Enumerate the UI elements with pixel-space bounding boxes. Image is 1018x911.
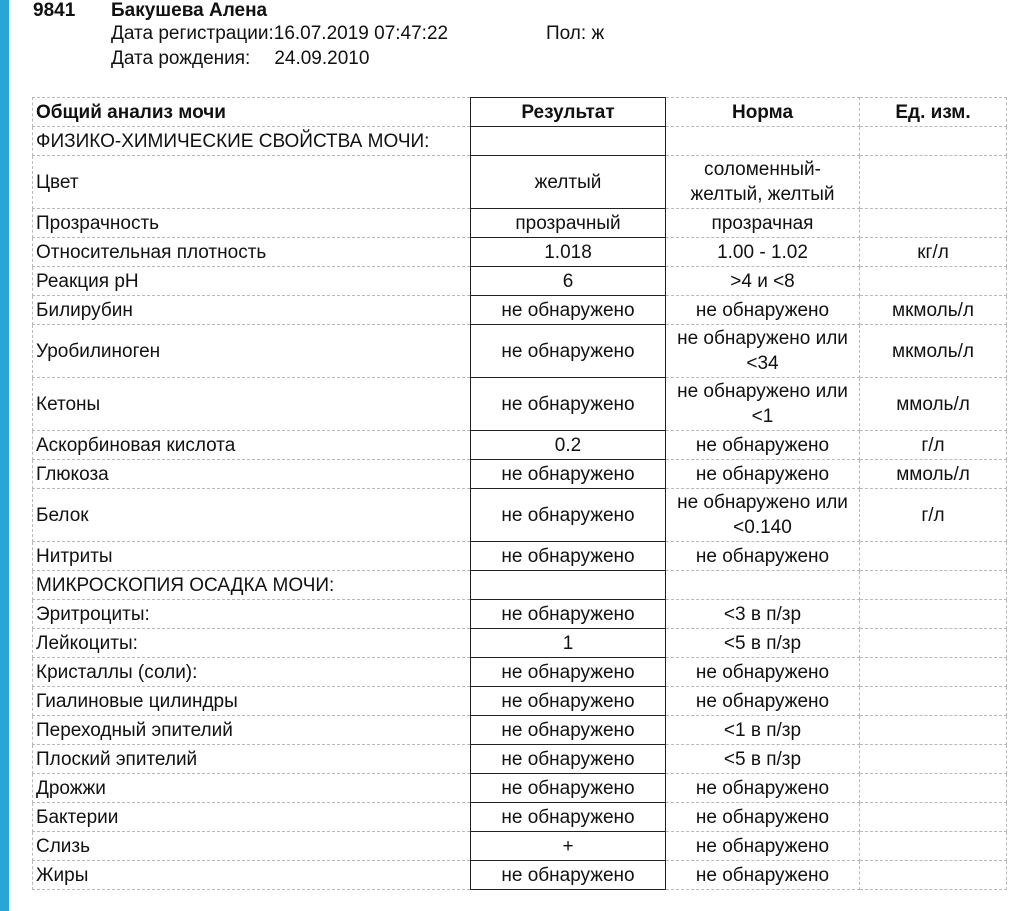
result-cell: 1 xyxy=(471,629,666,658)
unit-cell xyxy=(860,658,1007,687)
test-name-cell: Эритроциты: xyxy=(33,600,471,629)
table-row xyxy=(33,861,1007,890)
table-row xyxy=(33,687,1007,716)
unit-cell xyxy=(860,542,1007,571)
unit-cell xyxy=(860,571,1007,600)
urinalysis-table xyxy=(32,97,1007,890)
norm-cell: <3 в п/зр xyxy=(666,600,860,629)
norm-cell xyxy=(666,571,860,600)
result-cell: 0.2 xyxy=(471,431,666,460)
result-cell: желтый xyxy=(471,156,666,209)
norm-cell: не обнаружено xyxy=(666,460,860,489)
norm-cell xyxy=(666,127,860,156)
unit-cell: г/л xyxy=(860,489,1007,542)
test-name-cell: Дрожжи xyxy=(33,774,471,803)
header-unit: Ед. изм. xyxy=(860,98,1007,127)
result-cell: не обнаружено xyxy=(471,803,666,832)
test-name-cell: Уробилиноген xyxy=(33,325,471,378)
test-name-cell: Относительная плотность xyxy=(33,238,471,267)
section-header-row xyxy=(33,571,1007,600)
birth-date-label: Дата рождения: xyxy=(111,48,251,69)
norm-cell: не обнаружено или <34 xyxy=(666,325,860,378)
birth-date-value: 24.09.2010 xyxy=(274,48,370,69)
table-row xyxy=(33,803,1007,832)
unit-cell xyxy=(860,267,1007,296)
table-row xyxy=(33,156,1007,209)
unit-cell xyxy=(860,600,1007,629)
table-row xyxy=(33,542,1007,571)
unit-cell: ммоль/л xyxy=(860,460,1007,489)
table-row xyxy=(33,774,1007,803)
table-row xyxy=(33,378,1007,431)
norm-cell: <5 в п/зр xyxy=(666,629,860,658)
table-body xyxy=(33,127,1007,890)
unit-cell: мкмоль/л xyxy=(860,296,1007,325)
unit-cell: кг/л xyxy=(860,238,1007,267)
sex-label: Пол: xyxy=(546,23,587,44)
unit-cell xyxy=(860,745,1007,774)
result-cell: не обнаружено xyxy=(471,745,666,774)
norm-cell: не обнаружено xyxy=(666,774,860,803)
result-cell: не обнаружено xyxy=(471,542,666,571)
unit-cell xyxy=(860,687,1007,716)
result-cell: 6 xyxy=(471,267,666,296)
table-row xyxy=(33,716,1007,745)
test-name-cell: Белок xyxy=(33,489,471,542)
table-row xyxy=(33,325,1007,378)
table-row xyxy=(33,658,1007,687)
table-row xyxy=(33,431,1007,460)
header-norm: Норма xyxy=(666,98,860,127)
registration-label: Дата регистрации: xyxy=(111,23,274,44)
unit-cell: г/л xyxy=(860,431,1007,460)
table-header-row xyxy=(33,98,1007,127)
test-name-cell: МИКРОСКОПИЯ ОСАДКА МОЧИ: xyxy=(33,571,471,600)
table-row xyxy=(33,209,1007,238)
unit-cell xyxy=(860,803,1007,832)
registration-value: 16.07.2019 07:47:22 xyxy=(273,23,449,44)
norm-cell: не обнаружено xyxy=(666,803,860,832)
patient-sex xyxy=(546,23,604,45)
result-cell: не обнаружено xyxy=(471,716,666,745)
unit-cell xyxy=(860,209,1007,238)
test-name-cell: Переходный эпителий xyxy=(33,716,471,745)
header-result: Результат xyxy=(471,98,666,127)
result-cell: не обнаружено xyxy=(471,325,666,378)
test-name-cell: Билирубин xyxy=(33,296,471,325)
norm-cell: не обнаружено xyxy=(666,542,860,571)
result-cell: прозрачный xyxy=(471,209,666,238)
result-cell: не обнаружено xyxy=(471,296,666,325)
table-row xyxy=(33,600,1007,629)
norm-cell: <5 в п/зр xyxy=(666,745,860,774)
result-cell xyxy=(471,127,666,156)
norm-cell: >4 и <8 xyxy=(666,267,860,296)
norm-cell: не обнаружено xyxy=(666,296,860,325)
table-row xyxy=(33,267,1007,296)
unit-cell xyxy=(860,832,1007,861)
unit-cell: мкмоль/л xyxy=(860,325,1007,378)
unit-cell: ммоль/л xyxy=(860,378,1007,431)
header-test-name: Общий анализ мочи xyxy=(33,98,471,127)
test-name-cell: Нитриты xyxy=(33,542,471,571)
result-cell: не обнаружено xyxy=(471,600,666,629)
unit-cell xyxy=(860,156,1007,209)
unit-cell xyxy=(860,629,1007,658)
norm-cell: соломенный-желтый, желтый xyxy=(666,156,860,209)
patient-id: 9841 xyxy=(33,0,76,21)
norm-cell: не обнаружено xyxy=(666,431,860,460)
test-name-cell: Прозрачность xyxy=(33,209,471,238)
result-cell: не обнаружено xyxy=(471,378,666,431)
norm-cell: <1 в п/зр xyxy=(666,716,860,745)
test-name-cell: Глюкоза xyxy=(33,460,471,489)
test-name-cell: Кетоны xyxy=(33,378,471,431)
table-row xyxy=(33,460,1007,489)
norm-cell: 1.00 - 1.02 xyxy=(666,238,860,267)
birth-date xyxy=(111,48,369,70)
result-cell: не обнаружено xyxy=(471,489,666,542)
test-name-cell: Реакция pH xyxy=(33,267,471,296)
test-name-cell: Цвет xyxy=(33,156,471,209)
sex-value: ж xyxy=(591,23,605,44)
result-cell: не обнаружено xyxy=(471,658,666,687)
test-name-cell: Гиалиновые цилиндры xyxy=(33,687,471,716)
table-row xyxy=(33,238,1007,267)
result-cell: не обнаружено xyxy=(471,861,666,890)
patient-name: Бакушева Алена xyxy=(111,0,268,21)
norm-cell: не обнаружено xyxy=(666,861,860,890)
result-cell: не обнаружено xyxy=(471,687,666,716)
test-name-cell: ФИЗИКО-ХИМИЧЕСКИЕ СВОЙСТВА МОЧИ: xyxy=(33,127,471,156)
test-name-cell: Лейкоциты: xyxy=(33,629,471,658)
test-name-cell: Кристаллы (соли): xyxy=(33,658,471,687)
test-name-cell: Плоский эпителий xyxy=(33,745,471,774)
test-name-cell: Жиры xyxy=(33,861,471,890)
norm-cell: прозрачная xyxy=(666,209,860,238)
test-name-cell: Слизь xyxy=(33,832,471,861)
result-cell xyxy=(471,571,666,600)
unit-cell xyxy=(860,716,1007,745)
norm-cell: не обнаружено xyxy=(666,687,860,716)
table-row xyxy=(33,629,1007,658)
result-cell: 1.018 xyxy=(471,238,666,267)
section-header-row xyxy=(33,127,1007,156)
unit-cell xyxy=(860,774,1007,803)
test-name-cell: Аскорбиновая кислота xyxy=(33,431,471,460)
norm-cell: не обнаружено или <1 xyxy=(666,378,860,431)
unit-cell xyxy=(860,861,1007,890)
table-row xyxy=(33,832,1007,861)
norm-cell: не обнаружено xyxy=(666,832,860,861)
result-cell: не обнаружено xyxy=(471,774,666,803)
table-row xyxy=(33,296,1007,325)
table-row xyxy=(33,489,1007,542)
test-name-cell: Бактерии xyxy=(33,803,471,832)
norm-cell: не обнаружено xyxy=(666,658,860,687)
result-cell: + xyxy=(471,832,666,861)
result-cell: не обнаружено xyxy=(471,460,666,489)
table-row xyxy=(33,745,1007,774)
unit-cell xyxy=(860,127,1007,156)
registration-date xyxy=(111,23,448,45)
left-accent-stripe xyxy=(0,0,9,911)
norm-cell: не обнаружено или <0.140 xyxy=(666,489,860,542)
